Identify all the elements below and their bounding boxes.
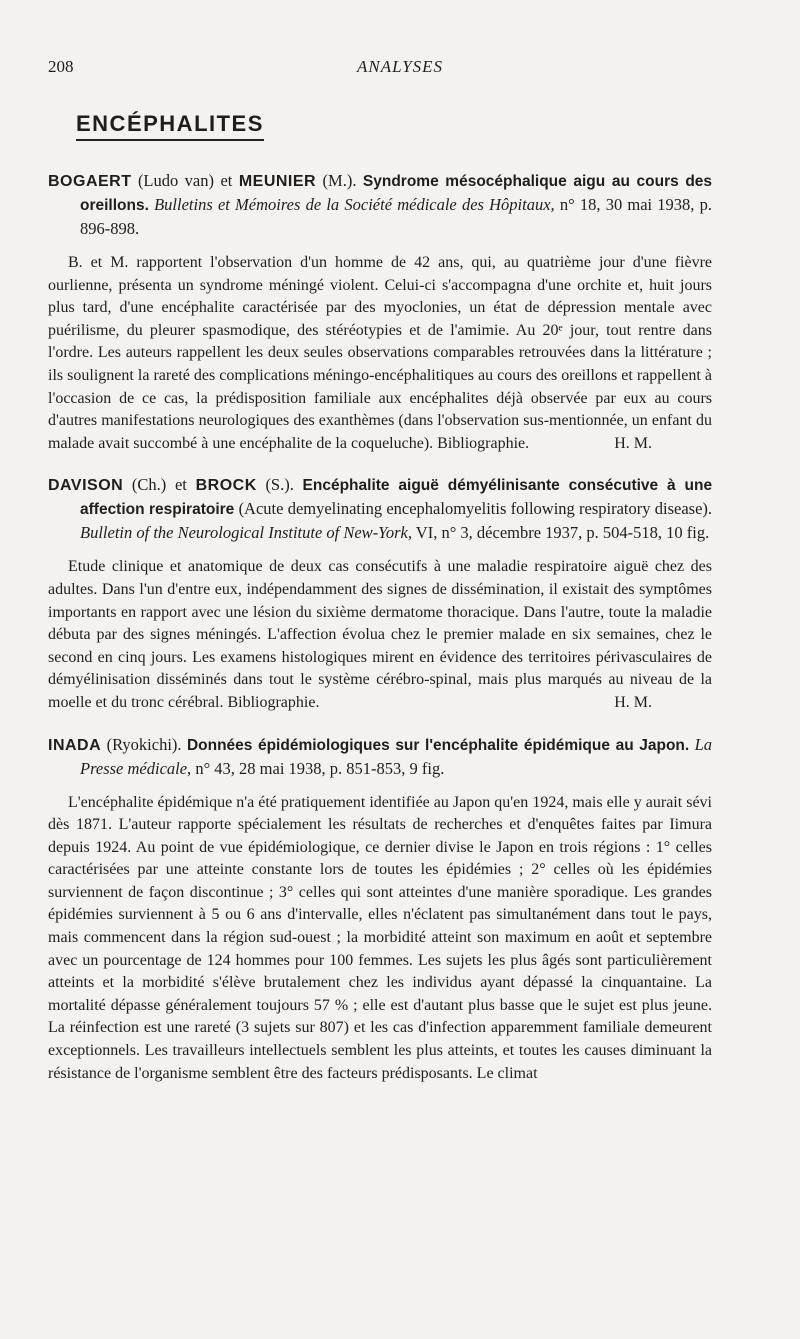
entry-heading bbox=[48, 733, 712, 780]
author-surname: MEUNIER bbox=[238, 173, 317, 190]
entry-heading bbox=[48, 473, 712, 544]
running-title: ANALYSES bbox=[356, 57, 444, 76]
entry-body bbox=[48, 252, 712, 455]
author-surname: BOGAERT bbox=[48, 173, 132, 190]
entry-body bbox=[48, 792, 712, 1086]
journal-name: La Presse médicale, bbox=[80, 734, 713, 778]
body-text: Etude clinique et anatomique de deux cas consécutifs à une maladie respiratoire aiguë chez des adultes. Dans l'un d'entre eux, indépendamment des signes de dissémination, il existait des symptômes importants en rapport avec une lésion du sixième dermatome thoracique. Dans l'autre, toute la maladie débuta par des signes méningés. L'affection évolua chez le premier malade en six semaines, chez le second en cinq jours. Les examens histologiques mirent en évidence des territoires périvasculaires de démyélinisation disséminés dans tout le système cérébro-spinal, mais plus marqués au niveau de la moelle et du tronc cérébral. Bibliographie. bbox=[48, 558, 712, 711]
citation: VI, n° 3, décembre 1937, p. 504-518, 10 fig. bbox=[415, 523, 710, 543]
author-given: (M.). bbox=[322, 171, 357, 190]
author-connector: et bbox=[174, 475, 187, 495]
author-surname: DAVISON bbox=[48, 477, 124, 495]
author-given: (Ludo van) bbox=[137, 171, 215, 190]
entry-body bbox=[48, 556, 712, 714]
body-text: B. et M. rapportent l'observation d'un homme de 42 ans, qui, au quatrième jour d'une fièvre ourlienne, présenta un syndrome méningé violent. Celui-ci s'accompagna d'une orchite et, huit jours plus tard, d'une encéphalite caractérisée par des myoclonies, un état de dépression mentale avec puérilisme, du pleurer spasmodique, des stéréotypies et de l'amimie. Au 20ᵉ jour, tout rentre dans l'ordre. Les auteurs rappellent les deux seules observations comparables retrouvées dans la littérature ; ils soulignent la rareté des complications méningo-encéphalitiques au cours des oreillons et rappellent à l'occasion de ce cas, la prédisposition familiale aux encéphalites déjà observée par eux au cours d'autres manifestations neurologiques des exanthèmes (dans l'observation sus-mentionnée, un enfant du malade avait succombé à une encéphalite de la coqueluche). Bibliographie. bbox=[48, 254, 712, 452]
running-head bbox=[48, 57, 712, 85]
page-number: 208 bbox=[48, 57, 74, 76]
body-text: L'encéphalite épidémique n'a été pratiquement identifiée au Japon qu'en 1924, mais elle y aurait sévi dès 1871. L'auteur rapporte spécialement les résultats de recherches et d'enquêtes faites par Iimura depuis 1924. Au point de vue épidémiologique, ce dernier divise le Japon en trois régions : 1° celles caractérisées par une atteinte constante lors de toutes les épidémies ; 2° celles où les épidémies surviennent de façon discontinue ; 3° celles qui sont atteintes d'une manière sporadique. Les grandes épidémies surviennent à 5 ou 6 ans d'intervalle, elles n'éclatent pas simultanément dans tout le pays, mais commencent dans la région sud-ouest ; la morbidité atteint son maximum en août et septembre avec un pourcentage de 124 hommes pour 100 femmes. Les sujets les plus âgés sont particulièrement atteints et la morbidité s'élève brutalement chez les individus ayant dépassé la cinquantaine. La mortalité dépasse généralement toujours 57 % ; elle est d'autant plus basse que le sujet est plus jeune. La réinfection est une rareté (3 sujets sur 807) et les cas d'infection apparemment familiale demeurent exceptionnels. Les travailleurs intellectuels semblent les plus atteints, et toutes les causes diminuant la résistance de l'organisme semblent être des facteurs prédisposants. Le climat bbox=[48, 793, 712, 1082]
review-entry-davison bbox=[48, 473, 712, 714]
article-title: Syndrome mésocéphalique aigu au cours des oreillons. bbox=[80, 173, 713, 214]
author-given: (S.). bbox=[265, 475, 294, 495]
author-surname: BROCK bbox=[195, 477, 257, 495]
author-given: (Ch.) bbox=[131, 475, 167, 495]
signature: H. M. bbox=[614, 434, 652, 452]
citation: n° 18, 30 mai 1938, p. 896-898. bbox=[80, 195, 712, 238]
signature: H. M. bbox=[614, 693, 652, 711]
article-title: Données épidémiologiques sur l'encéphalite épidémique au Japon. bbox=[186, 736, 690, 754]
journal-name: Bulletin of the Neurological Institute of New-York, bbox=[80, 523, 412, 543]
section-title: ENCÉPHALITES bbox=[76, 111, 264, 141]
page bbox=[48, 0, 712, 1085]
author-connector: et bbox=[220, 171, 233, 190]
author-given: (Ryokichi). bbox=[106, 734, 182, 754]
article-subtitle: (Acute demyelinating encephalomyelitis following respiratory disease). bbox=[238, 499, 713, 519]
article-title: Encéphalite aiguë démyélinisante consécutive à une affection respiratoire bbox=[80, 477, 713, 519]
review-entry-bogaert bbox=[48, 169, 712, 455]
journal-name: Bulletins et Mémoires de la Société médicale des Hôpitaux, bbox=[154, 195, 555, 214]
entry-heading bbox=[48, 169, 712, 240]
author-surname: INADA bbox=[48, 736, 102, 754]
review-entry-inada bbox=[48, 733, 712, 1086]
citation: n° 43, 28 mai 1938, p. 851-853, 9 fig. bbox=[195, 758, 445, 778]
